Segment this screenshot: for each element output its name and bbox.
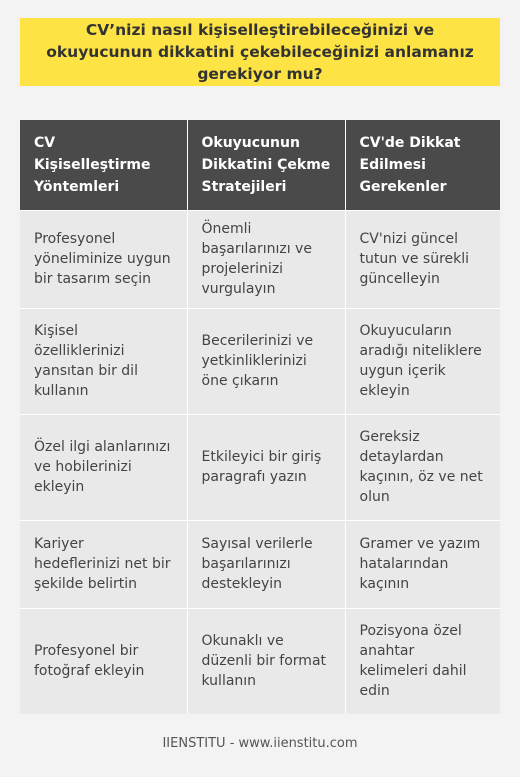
- table-cell: Profesyonel bir fotoğraf ekleyin: [20, 608, 187, 714]
- table-cell: Okunaklı ve düzenli bir format kullanın: [187, 608, 345, 714]
- table-cell: Önemli başarılarınızı ve projelerinizi vurgulayın: [187, 210, 345, 308]
- table-cell: Gramer ve yazım hatalarından kaçının: [345, 520, 500, 608]
- table-cell: Okuyucuların aradığı niteliklere uygun içerik ekleyin: [345, 308, 500, 414]
- table-row: [20, 210, 500, 308]
- column-header: Okuyucunun Dikkatini Çekme Stratejileri: [187, 120, 345, 210]
- table-header-row: [20, 120, 500, 210]
- table-cell: Pozisyona özel anahtar kelimeleri dahil edin: [345, 608, 500, 714]
- column-header: CV Kişiselleştirme Yöntemleri: [20, 120, 187, 210]
- page-title: CV’nizi nasıl kişiselleştirebileceğinizi ve okuyucunun dikkatini çekebileceğinizi anlamanız gerekiyor mu?: [46, 21, 474, 83]
- table-cell: Profesyonel yöneliminize uygun bir tasarım seçin: [20, 210, 187, 308]
- title-banner: [20, 18, 500, 86]
- table-cell: Gereksiz detaylardan kaçının, öz ve net olun: [345, 414, 500, 520]
- table-cell: Becerilerinizi ve yetkinliklerinizi öne çıkarın: [187, 308, 345, 414]
- table-cell: Kariyer hedeflerinizi net bir şekilde belirtin: [20, 520, 187, 608]
- table-row: [20, 608, 500, 714]
- column-header: CV'de Dikkat Edilmesi Gerekenler: [345, 120, 500, 210]
- table-row: [20, 520, 500, 608]
- comparison-table: [20, 120, 500, 714]
- table-cell: Etkileyici bir giriş paragrafı yazın: [187, 414, 345, 520]
- table-cell: Sayısal verilerle başarılarınızı destekleyin: [187, 520, 345, 608]
- table-cell: CV'nizi güncel tutun ve sürekli güncelleyin: [345, 210, 500, 308]
- table-cell: Özel ilgi alanlarınızı ve hobilerinizi ekleyin: [20, 414, 187, 520]
- footer-credit: IIENSTITU - www.iienstitu.com: [162, 736, 358, 751]
- table-row: [20, 414, 500, 520]
- table-cell: Kişisel özelliklerinizi yansıtan bir dil kullanın: [20, 308, 187, 414]
- table-row: [20, 308, 500, 414]
